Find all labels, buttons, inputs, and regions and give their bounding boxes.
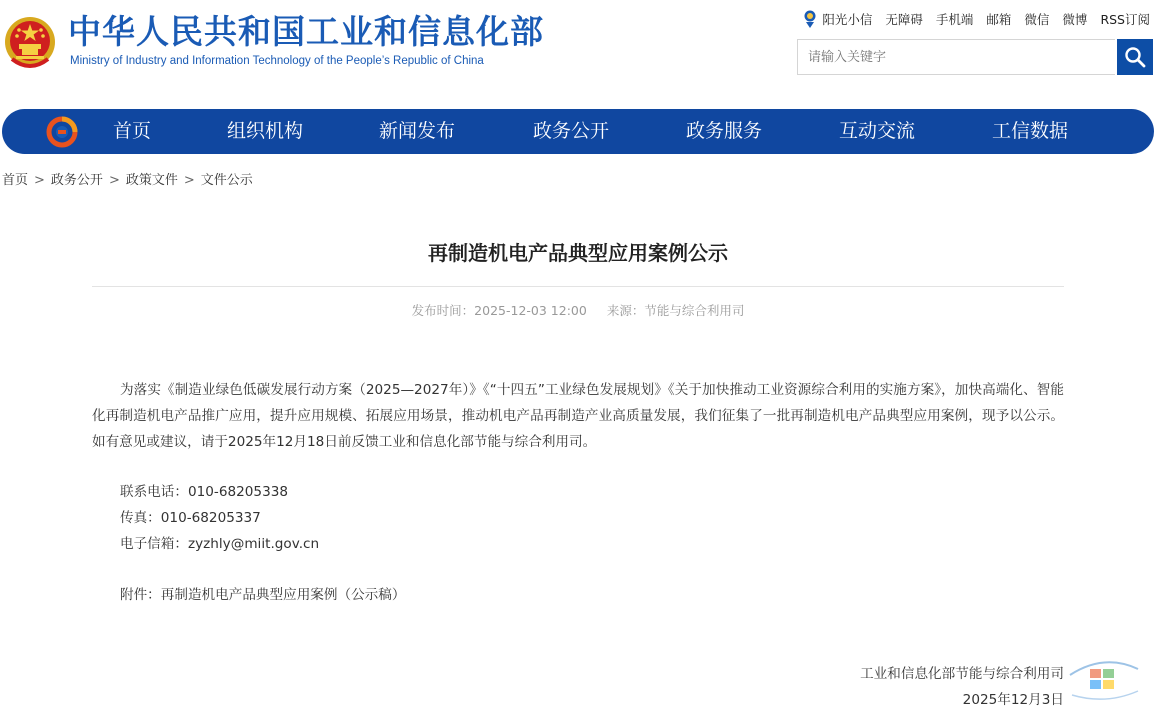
breadcrumb-item-policy-documents[interactable]: 政策文件 xyxy=(125,173,178,188)
miit-emblem-icon xyxy=(46,116,78,148)
nav-item-organization[interactable]: 组织机构 xyxy=(227,120,304,142)
top-link-rss[interactable]: RSS订阅 xyxy=(1100,12,1150,27)
contact-email: 电子信箱：zyzhly@miit.gov.cn xyxy=(120,536,320,552)
nav-item-news[interactable]: 新闻发布 xyxy=(379,120,456,142)
breadcrumb-separator: > xyxy=(34,173,45,188)
nav-item-home[interactable]: 首页 xyxy=(113,120,152,142)
article-body: 为落实《制造业绿色低碳发展行动方案（2025—2027年）》《“十四五”工业绿色发展规划》《关于加快推动工业资源综合利用的实施方案》，加快高端化、智能化再制造机电产品推广应用，提升应用规模、拓展应用场景，推动机电产品再制造产业高质量发展，我们征集了一批再制造机电产品典型应用案例，现予以公示。如有意见或建议，请于2025年12月18日前反馈工业和信息化部节能与综合利用司。 xyxy=(92,382,1064,450)
breadcrumb-item-file-notice[interactable]: 文件公示 xyxy=(200,173,253,188)
sunshine-mascot-icon xyxy=(803,9,817,29)
top-link-mail[interactable]: 邮箱 xyxy=(986,12,1012,27)
signature-date: 2025年12月3日 xyxy=(962,692,1064,708)
breadcrumb-separator: > xyxy=(183,173,195,188)
attachment-label: 附件： xyxy=(120,587,161,603)
top-link-wechat[interactable]: 微信 xyxy=(1024,12,1050,27)
national-emblem-icon[interactable] xyxy=(4,14,56,70)
breadcrumb-item-home[interactable]: 首页 xyxy=(2,173,29,188)
top-link-mobile[interactable]: 手机端 xyxy=(935,12,974,27)
breadcrumb-item-government-affairs[interactable]: 政务公开 xyxy=(50,173,103,188)
main-nav xyxy=(2,109,1154,154)
attachment-link[interactable]: 再制造机电产品典型应用案例（公示稿） xyxy=(160,587,406,603)
top-link-accessibility[interactable]: 无障碍 xyxy=(885,12,923,27)
nav-item-government-affairs[interactable]: 政务公开 xyxy=(533,120,610,142)
top-link-sunshine[interactable] xyxy=(803,9,872,29)
source-label: 来源： xyxy=(606,303,645,318)
site-logo-subtitle: Ministry of Industry and Information Technology of the People’s Republic of China xyxy=(70,55,484,67)
title-divider xyxy=(92,286,1064,287)
site-logo-title[interactable]: 中华人民共和国工业和信息化部 xyxy=(68,12,544,51)
search-icon xyxy=(1124,46,1146,68)
search-button[interactable] xyxy=(1117,39,1153,75)
top-links xyxy=(790,9,1150,29)
top-link-weibo[interactable]: 微博 xyxy=(1062,12,1088,27)
top-link-label: 阳光小信 xyxy=(822,12,873,27)
contact-fax: 传真：010-68205337 xyxy=(120,510,261,526)
nav-item-services[interactable]: 政务服务 xyxy=(686,120,763,142)
nav-item-data[interactable]: 工信数据 xyxy=(992,120,1069,142)
site-header xyxy=(0,0,1154,100)
search-input[interactable] xyxy=(797,39,1115,75)
article-source: 节能与综合利用司 xyxy=(644,303,745,318)
signature-organization: 工业和信息化部节能与综合利用司 xyxy=(860,666,1064,682)
publish-time-label: 发布时间： xyxy=(411,303,475,318)
contact-phone: 联系电话：010-68205338 xyxy=(120,484,289,500)
nav-item-interaction[interactable]: 互动交流 xyxy=(839,120,916,142)
breadcrumb-separator: > xyxy=(108,173,120,188)
watermark-logo-icon xyxy=(1066,655,1142,709)
article-title: 再制造机电产品典型应用案例公示 xyxy=(428,241,728,265)
article-meta xyxy=(92,303,1064,319)
publish-time: 2025-12-03 12:00 xyxy=(474,303,587,318)
breadcrumb xyxy=(2,172,253,190)
attachment-line xyxy=(120,582,405,608)
